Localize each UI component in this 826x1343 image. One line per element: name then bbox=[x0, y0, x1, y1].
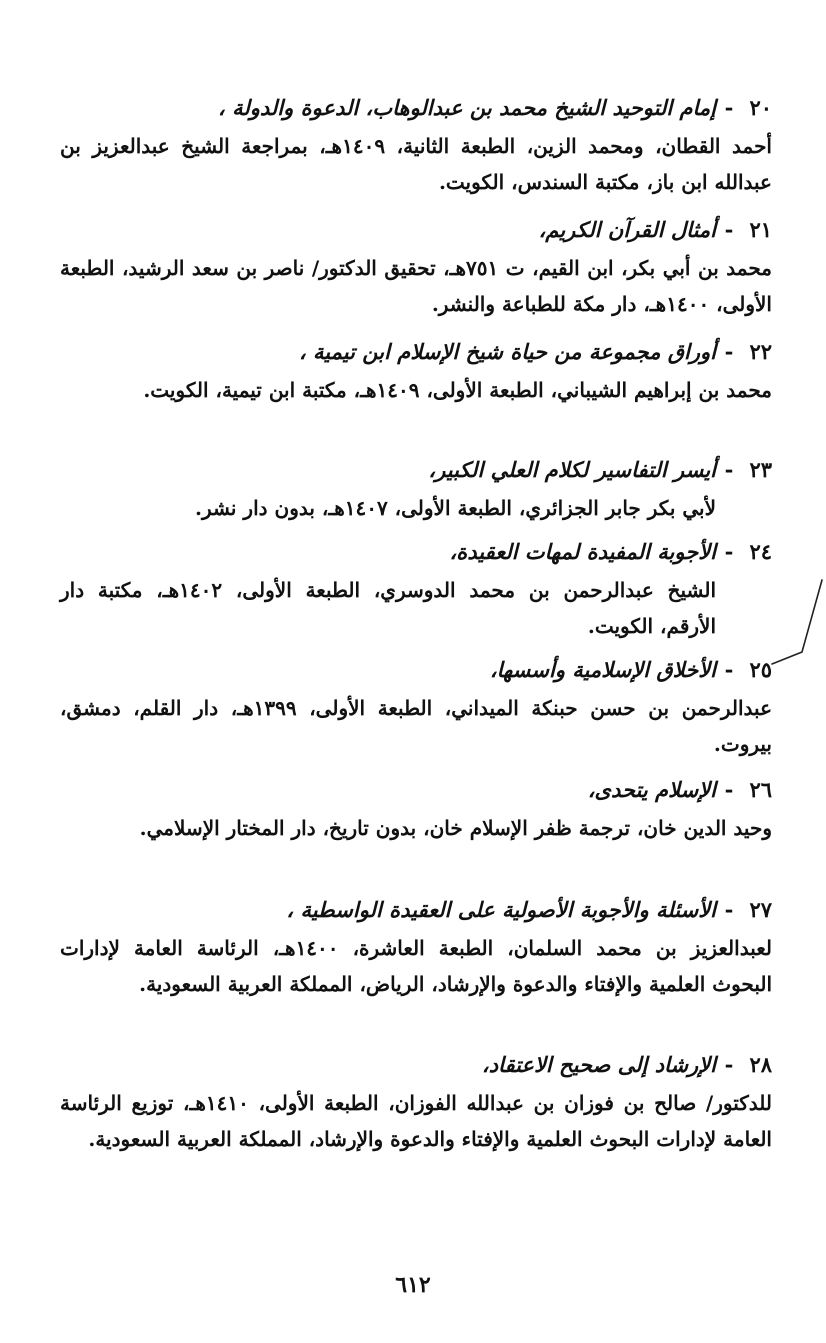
entry-dash: - bbox=[724, 539, 734, 564]
entry-heading bbox=[32, 1045, 772, 1085]
bibliography-entry bbox=[32, 210, 772, 322]
bibliography-entry bbox=[32, 770, 772, 846]
entry-number: ٢٣ bbox=[749, 457, 772, 482]
entry-number: ٢٧ bbox=[749, 897, 772, 922]
bibliography-entry bbox=[32, 650, 772, 762]
handwritten-check-mark bbox=[770, 578, 826, 678]
entry-heading bbox=[32, 770, 772, 810]
bibliography-entry bbox=[32, 890, 772, 1002]
entry-number: ٢٥ bbox=[749, 657, 772, 682]
entry-title: الأسئلة والأجوبة الأصولية على العقيدة الواسطية ، bbox=[286, 897, 716, 922]
entry-details: وحيد الدين خان، ترجمة ظفر الإسلام خان، بدون تاريخ، دار المختار الإسلامي. bbox=[139, 816, 772, 840]
entry-title: الإرشاد إلى صحيح الاعتقاد، bbox=[481, 1052, 716, 1077]
entry-number: ٢٦ bbox=[749, 777, 772, 802]
entry-heading bbox=[32, 890, 772, 930]
entry-number: ٢١ bbox=[749, 217, 772, 242]
entry-heading bbox=[32, 450, 772, 490]
page-number: ٦١٢ bbox=[395, 1272, 431, 1298]
bibliography-entry bbox=[32, 88, 772, 200]
bibliography-entry bbox=[32, 450, 772, 526]
entry-title: أوراق مجموعة من حياة شيخ الإسلام ابن تيمية ، bbox=[298, 339, 716, 364]
entry-number: ٢٢ bbox=[749, 339, 772, 364]
entry-details: لعبدالعزيز بن محمد السلمان، الطبعة العاشرة، ١٤٠٠هـ، الرئاسة العامة لإدارات البحوث العلمية والإفتاء والدعوة والإرشاد، الرياض، المملكة العربية السعودية. bbox=[60, 936, 772, 996]
entry-details: عبدالرحمن بن حسن حبنكة الميداني، الطبعة الأولى، ١٣٩٩هـ، دار القلم، دمشق، بيروت. bbox=[60, 696, 773, 756]
bibliography-entry bbox=[32, 532, 772, 644]
entry-dash: - bbox=[724, 1052, 734, 1077]
entry-heading bbox=[32, 532, 772, 572]
entry-details: لأبي بكر جابر الجزائري، الطبعة الأولى، ١٤٠٧هـ، بدون دار نشر. bbox=[195, 496, 716, 520]
entry-details: محمد بن أبي بكر، ابن القيم، ت ٧٥١هـ، تحقيق الدكتور/ ناصر بن سعد الرشيد، الطبعة الأولى، ١٤٠٠هـ، دار مكة للطباعة والنشر. bbox=[60, 256, 772, 316]
entry-title: إمام التوحيد الشيخ محمد بن عبدالوهاب، الدعوة والدولة ، bbox=[218, 95, 716, 120]
entry-details: محمد بن إبراهيم الشيباني، الطبعة الأولى، ١٤٠٩هـ، مكتبة ابن تيمية، الكويت. bbox=[143, 378, 772, 402]
entry-heading bbox=[32, 650, 772, 690]
entry-dash: - bbox=[724, 897, 734, 922]
entry-title: الإسلام يتحدى، bbox=[587, 777, 716, 802]
entry-dash: - bbox=[724, 457, 734, 482]
entry-title: الأجوبة المفيدة لمهات العقيدة، bbox=[449, 539, 716, 564]
entry-dash: - bbox=[724, 339, 734, 364]
entry-dash: - bbox=[724, 217, 734, 242]
entry-details: للدكتور/ صالح بن فوزان بن عبدالله الفوزان، الطبعة الأولى، ١٤١٠هـ، توزيع الرئاسة العامة لإدارات البحوث العلمية والإفتاء والدعوة والإرشاد، المملكة العربية السعودية. bbox=[60, 1091, 772, 1151]
entry-details: الشيخ عبدالرحمن بن محمد الدوسري، الطبعة الأولى، ١٤٠٢هـ، مكتبة دار الأرقم، الكويت. bbox=[60, 578, 716, 638]
entry-heading bbox=[32, 88, 772, 128]
bibliography-entry bbox=[32, 1045, 772, 1157]
entry-number: ٢٠ bbox=[749, 95, 772, 120]
entry-title: أيسر التفاسير لكلام العلي الكبير، bbox=[428, 457, 716, 482]
entry-number: ٢٤ bbox=[749, 539, 772, 564]
entry-number: ٢٨ bbox=[749, 1052, 772, 1077]
entry-heading bbox=[32, 332, 772, 372]
entry-details: أحمد القطان، ومحمد الزين، الطبعة الثانية، ١٤٠٩هـ، بمراجعة الشيخ عبدالعزيز بن عبدالله ابن باز، مكتبة السندس، الكويت. bbox=[60, 134, 772, 194]
entry-dash: - bbox=[724, 657, 734, 682]
entry-heading bbox=[32, 210, 772, 250]
entry-dash: - bbox=[724, 777, 734, 802]
bibliography-entry bbox=[32, 332, 772, 408]
entry-dash: - bbox=[724, 95, 734, 120]
entry-title: أمثال القرآن الكريم، bbox=[538, 217, 716, 242]
entry-title: الأخلاق الإسلامية وأسسها، bbox=[489, 657, 716, 682]
